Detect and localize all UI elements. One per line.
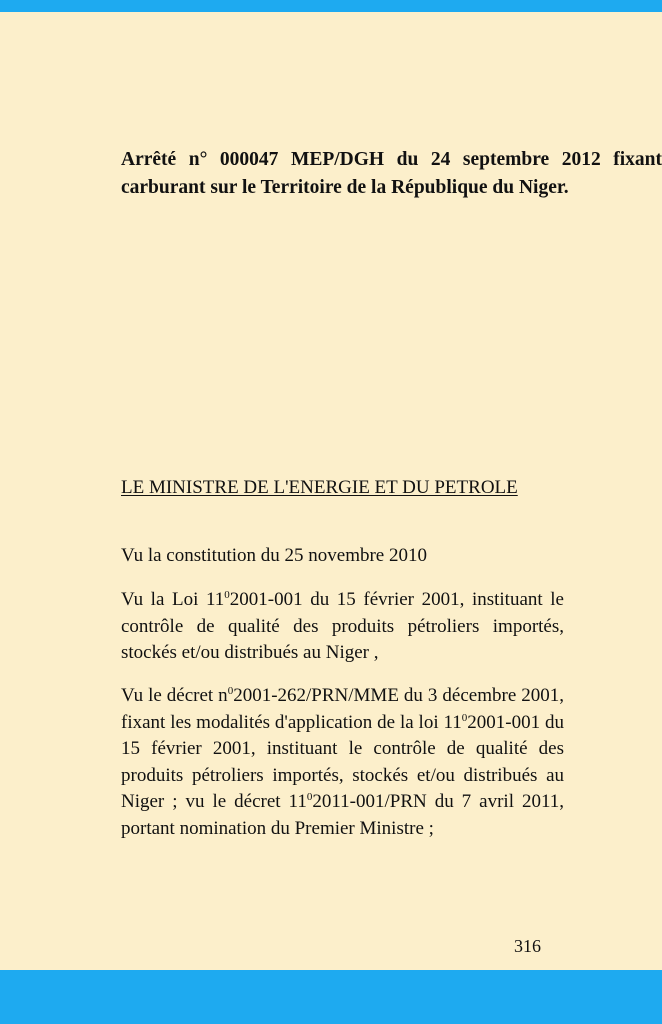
superscript: 0 (224, 589, 230, 601)
paragraph-text: 2001-001 du 15 février 2001, instituant le contrôle de qualité des produits pétroliers importés, stockés et/ou distribués au Niger ; vu le décret 11 (121, 711, 565, 812)
title-line-2: carburant sur le Territoire de la République du Niger. (121, 177, 569, 198)
superscript: 0 (227, 685, 234, 697)
document-page (0, 12, 662, 970)
paragraph-text: 2001-001 du 15 février 2001, instituant le contrôle de qualité des produits pétroliers importés, stockés et/ou distribués au Niger , (121, 589, 564, 663)
minister-heading: LE MINISTRE DE L'ENERGIE ET DU PETROLE (121, 477, 518, 498)
title-line-1: Arrêté n° 000047 MEP/DGH du 24 septembre 2012 fixant (121, 149, 662, 170)
superscript: 0 (306, 791, 313, 803)
document-title (121, 146, 662, 202)
paragraph-text: Vu la constitution du 25 novembre 2010 (121, 545, 427, 566)
top-bar (0, 0, 662, 12)
bottom-bar (0, 970, 662, 1024)
paragraph-loi (121, 587, 564, 667)
paragraph-decret (121, 683, 564, 842)
paragraph-text: 2011-001/PRN du 7 avril 2011, portant nomination du Premier Ministre ; (121, 791, 565, 839)
paragraph-text: 2001-262/PRN/MME du 3 décembre 2001, fixant les modalités d'application de la loi 11 (121, 685, 564, 733)
paragraph-text: Vu la Loi 11 (121, 589, 225, 610)
page-number: 316 (514, 936, 541, 956)
superscript: 0 (461, 711, 468, 724)
paragraph-text: Vu le décret n (121, 685, 228, 706)
paragraph-constitution (121, 543, 564, 570)
